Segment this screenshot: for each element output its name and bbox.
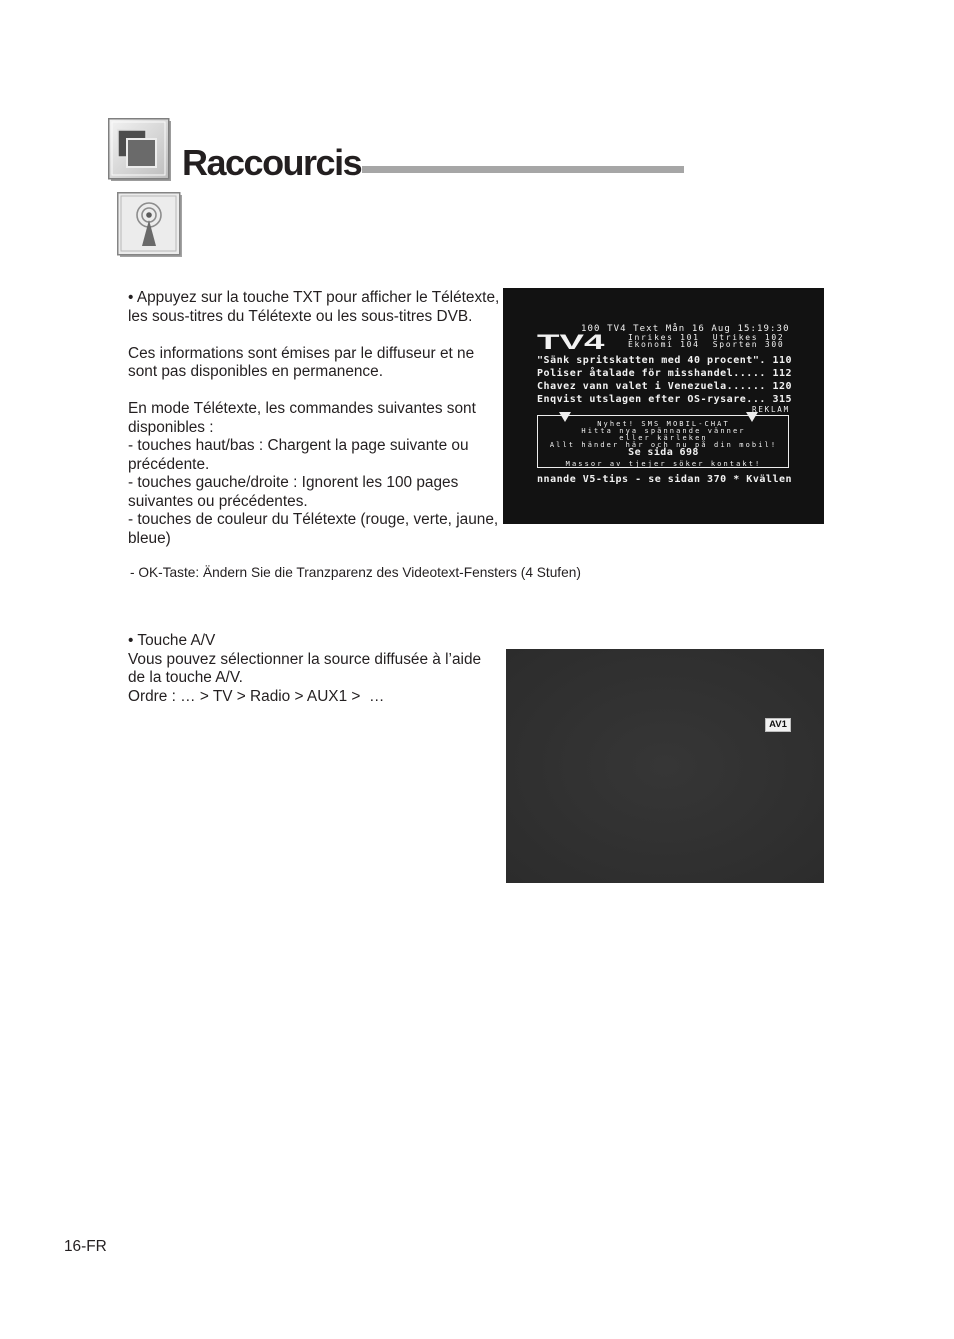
text-line: - touches de couleur du Télétexte (rouge, verte, jaune, [128, 511, 499, 528]
av-screenshot [506, 649, 824, 883]
text-line: Vous pouvez sélectionner la source diffusée à l’aide [128, 650, 482, 668]
text-line: Ordre : … > TV > Radio > AUX1 > … [128, 687, 385, 705]
overlapping-squares-icon [108, 118, 172, 182]
teletext-ad-page: Se sida 698 [628, 447, 699, 458]
av-source-badge: AV1 [765, 718, 791, 732]
teletext-ad-line: Nyhet! SMS MOBIL-CHAT [597, 420, 730, 428]
teletext-ad-line: Allt händer här och nu på din mobil! [549, 441, 778, 449]
antenna-icon [117, 192, 183, 258]
teletext-ad-label: REKLAM [752, 405, 790, 414]
text-line: • Touche A/V [128, 632, 216, 649]
teletext-headline: Chavez vann valet i Venezuela...... 120 [537, 381, 793, 392]
text-line: disponibles : [128, 418, 214, 436]
teletext-instructions [128, 289, 499, 548]
text-line: - touches haut/bas : Chargent la page suivante ou [128, 437, 469, 454]
page-title: Raccourcis [182, 141, 362, 183]
teletext-ad-line: eller kärleken [619, 434, 708, 442]
text-line: précédente. [128, 455, 210, 473]
teletext-index-line: Inrikes 101 Utrikes 102 [628, 333, 785, 342]
teletext-headline: Poliser åtalade för misshandel..... 112 [537, 368, 793, 379]
text-line: En mode Télétexte, les commandes suivantes sont [128, 400, 476, 417]
text-line: Ces informations sont émises par le diffuseur et ne [128, 344, 475, 362]
text-line: • Appuyez sur la touche TXT pour afficher le Télétexte, [128, 289, 500, 306]
text-line: - touches gauche/droite : Ignorent les 100 pages [128, 474, 459, 491]
paragraph [128, 400, 499, 548]
tv4-logo: TV4 [537, 331, 605, 354]
av-instructions [128, 632, 481, 706]
teletext-index-line: Ekonomi 104 Sporten 300 [628, 340, 785, 349]
text-line: sont pas disponibles en permanence. [128, 363, 383, 380]
teletext-header: 100 TV4 Text Mån 16 Aug 15:19:30 [581, 324, 790, 334]
teletext-ad-footer: Massor av tjejer söker kontakt! [565, 460, 762, 468]
teletext-headline: Enqvist utslagen efter OS-rysare... 315 [537, 394, 793, 405]
text-line: de la touche A/V. [128, 669, 243, 686]
text-line: suivantes ou précédentes. [128, 492, 308, 510]
teletext-ticker: nnande V5-tips - se sidan 370 * Kvällen [537, 474, 793, 485]
text-line: bleue) [128, 529, 171, 547]
ok-key-note: - OK-Taste: Ändern Sie die Tranzparenz des Videotext-Fensters (4 Stufen) [130, 565, 581, 580]
paragraph [128, 345, 499, 382]
teletext-ad-line: Hitta nya spännande vänner [581, 427, 746, 435]
teletext-screenshot [503, 288, 824, 524]
teletext-headline: "Sänk spritskatten med 40 procent". 110 [537, 355, 793, 366]
page-number: 16-FR [64, 1238, 107, 1255]
title-underline-bar [362, 166, 684, 173]
paragraph [128, 289, 499, 326]
text-line: les sous-titres du Télétexte ou les sous-titres DVB. [128, 307, 473, 325]
